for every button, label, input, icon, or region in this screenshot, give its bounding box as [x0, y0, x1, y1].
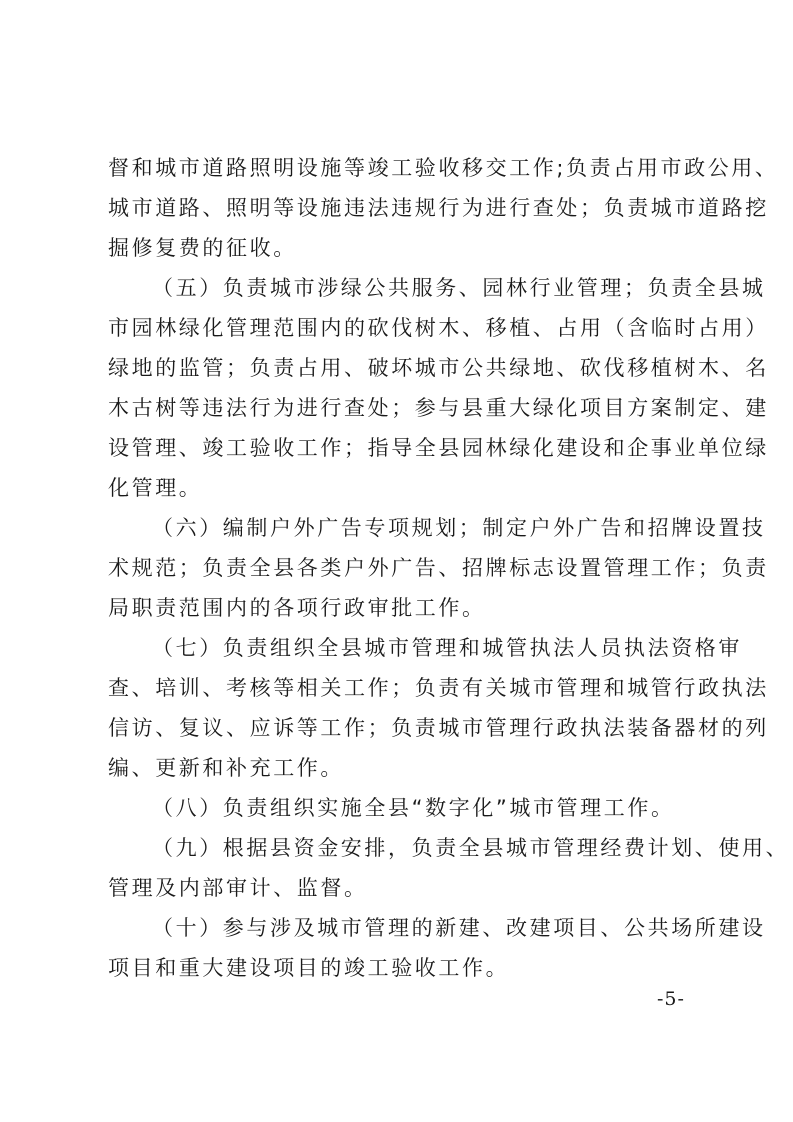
paragraph-1-line-4: 设管理、竣工验收工作；指导全县园林绿化建设和企事业单位绿 [108, 436, 769, 460]
paragraph-3-line-2: 信访、复议、应诉等工作；负责城市管理行政执法装备器材的列 [108, 716, 769, 740]
paragraph-1-line-1: 市园林绿化管理范围内的砍伐树木、移植、占用（含临时占用） [108, 316, 769, 340]
paragraph-0-line-1: 城市道路、照明等设施违法违规行为进行查处；负责城市道路挖 [108, 196, 769, 220]
paragraph-6-line-1: 项目和重大建设项目的竣工验收工作。 [108, 956, 510, 980]
paragraph-6-line-0: （十）参与涉及城市管理的新建、改建项目、公共场所建设 [152, 916, 766, 940]
paragraph-3-line-1: 查、培训、考核等相关工作；负责有关城市管理和城管行政执法 [108, 676, 769, 700]
paragraph-3-line-3: 编、更新和补充工作。 [108, 756, 344, 780]
page-number: -5- [657, 988, 685, 1010]
paragraph-5-line-0: （九）根据县资金安排，负责全县城市管理经费计划、使用、 [152, 836, 790, 860]
paragraph-3-line-0: （七）负责组织全县城市管理和城管执法人员执法资格审 [152, 636, 742, 660]
paragraph-5-line-1: 管理及内部审计、监督。 [108, 876, 368, 900]
paragraph-4-line-0: （八）负责组织实施全县“数字化”城市管理工作。 [152, 796, 675, 820]
paragraph-1-line-5: 化管理。 [108, 476, 203, 500]
paragraph-1-line-0: （五）负责城市涉绿公共服务、园林行业管理；负责全县城 [152, 276, 766, 300]
paragraph-2-line-2: 局职责范围内的各项行政审批工作。 [108, 596, 486, 620]
paragraph-2-line-1: 术规范；负责全县各类户外广告、招牌标志设置管理工作；负责 [108, 556, 769, 580]
paragraph-0-line-2: 掘修复费的征收。 [108, 236, 297, 260]
paragraph-0-line-0: 督和城市道路照明设施等竣工验收移交工作;负责占用市政公用、 [108, 156, 779, 180]
paragraph-2-line-0: （六）编制户外广告专项规划；制定户外广告和招牌设置技 [152, 516, 766, 540]
paragraph-1-line-2: 绿地的监管；负责占用、破坏城市公共绿地、砍伐移植树木、名 [108, 356, 769, 380]
paragraph-1-line-3: 木古树等违法行为进行查处；参与县重大绿化项目方案制定、建 [108, 396, 769, 420]
